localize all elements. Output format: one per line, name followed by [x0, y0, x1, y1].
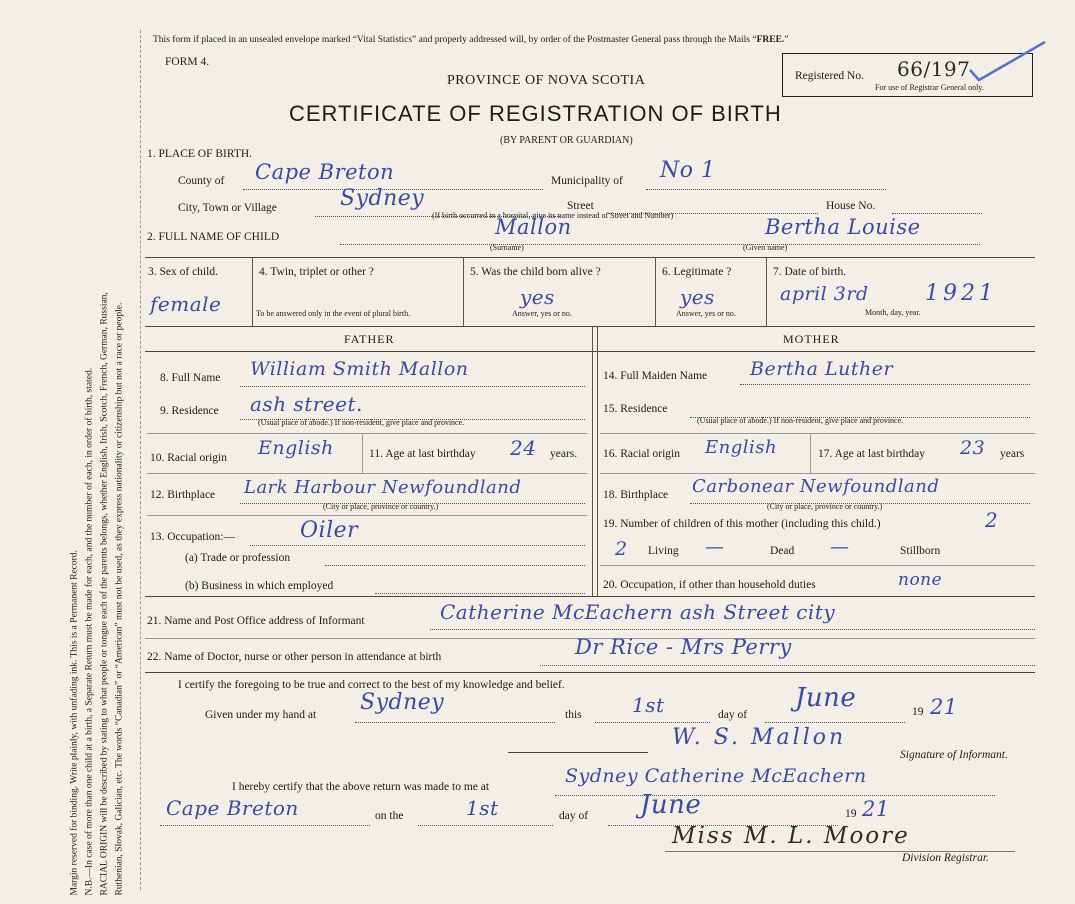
doctor-line	[540, 665, 1035, 666]
year-prefix: 19	[912, 706, 924, 718]
sex-value: female	[150, 292, 222, 316]
divider	[147, 473, 587, 474]
day-line	[595, 722, 710, 723]
province-title: PROVINCE OF NOVA SCOTIA	[447, 73, 646, 88]
signature-caption: Signature of Informant.	[900, 749, 1008, 761]
date-label: 7. Date of birth.	[773, 266, 847, 278]
father-occupation-label: 13. Occupation:—	[150, 531, 235, 543]
trade-label: (a) Trade or profession	[185, 552, 291, 564]
father-residence-label: 9. Residence	[160, 405, 219, 417]
father-birthplace: Lark Harbour Newfoundland	[244, 477, 522, 498]
registered-number: 66/197	[897, 57, 971, 81]
twin-caption: To be answered only in the event of plural birth.	[256, 309, 411, 318]
sex-label: 3. Sex of child.	[148, 266, 218, 278]
mother-residence-caption: (Usual place of abode.) If non-resident, give place and province.	[697, 416, 904, 425]
registrar-place: Sydney Catherine McEachern	[565, 765, 867, 787]
dead-label: Dead	[770, 545, 795, 557]
child-name-line	[340, 244, 980, 245]
given-day: 1st	[632, 693, 665, 717]
county-value: Cape Breton	[255, 160, 395, 184]
occupation-line	[250, 545, 585, 546]
binding-line	[140, 30, 141, 890]
mother-racial-label: 16. Racial origin	[603, 448, 680, 460]
father-age: 24	[510, 436, 537, 460]
city-label: City, Town or Village	[178, 202, 277, 214]
dead-count: —	[705, 536, 725, 558]
father-age-label: 11. Age at last birthday	[369, 448, 476, 460]
margin-notes	[68, 40, 138, 895]
business-line	[375, 593, 585, 594]
mother-age-label: 17. Age at last birthday	[818, 448, 925, 460]
registrar-day-of: day of	[559, 810, 589, 822]
municipality-value: No 1	[660, 158, 716, 183]
registrar-signature: Miss M. L. Moore	[672, 823, 910, 849]
informant-label: 21. Name and Post Office address of Informant	[147, 615, 365, 627]
doctor-value: Dr Rice - Mrs Perry	[575, 635, 792, 659]
municipality-line	[646, 189, 886, 190]
divider	[145, 257, 1035, 258]
registrar-statement: I hereby certify that the above return was made to me at	[232, 781, 490, 793]
alive-value: yes	[520, 285, 555, 309]
business-label: (b) Business in which employed	[185, 580, 334, 592]
margin-note: N.B.—In case of more than one child at a birth, a Separate Return must be made for each, and the number of each, in order of birth, stated.	[84, 367, 95, 895]
divider	[463, 257, 464, 326]
father-racial: English	[258, 437, 334, 459]
informant-signature: W. S. Mallon	[672, 725, 847, 750]
mother-heading: MOTHER	[783, 332, 840, 346]
trade-line	[325, 565, 585, 566]
mail-notice: This form if placed in an unsealed envelope marked “Vital Statistics” and properly addressed will, by order of the Postmaster General pass through the Mails “FREE.”	[153, 35, 789, 45]
divider	[145, 351, 1035, 352]
registrar-day: 1st	[466, 796, 499, 820]
living-count: 2	[615, 538, 628, 560]
mother-residence-label: 15. Residence	[603, 403, 668, 415]
house-line	[892, 213, 982, 214]
divider	[252, 257, 253, 326]
divider	[145, 596, 1035, 597]
father-birthplace-label: 12. Birthplace	[150, 489, 216, 501]
mother-racial: English	[705, 437, 778, 458]
date-value: april 3rd	[780, 283, 869, 305]
year-value: 1921	[925, 281, 997, 306]
on-the-label: on the	[375, 810, 404, 822]
divider	[766, 257, 767, 326]
mother-name-line	[740, 384, 1030, 385]
legitimate-caption: Answer, yes or no.	[676, 309, 736, 318]
divider	[362, 433, 363, 473]
legitimate-value: yes	[680, 285, 715, 309]
this-label: this	[565, 709, 582, 721]
divider	[145, 326, 1035, 327]
column-divider	[597, 326, 598, 596]
mother-birthplace-label: 18. Birthplace	[603, 489, 669, 501]
father-residence-caption: (Usual place of abode.) If non-resident, give place and province.	[258, 418, 465, 427]
registrar-county-line	[160, 825, 370, 826]
divider	[600, 565, 1035, 566]
divider	[600, 473, 1035, 474]
divider	[145, 672, 1035, 673]
county-label: County of	[178, 175, 225, 187]
municipality-label: Municipality of	[551, 175, 623, 187]
given-caption: (Given name)	[743, 243, 788, 252]
mother-occupation: none	[898, 570, 943, 590]
child-name-label: 2. FULL NAME OF CHILD	[147, 231, 280, 243]
child-surname: Mallon	[495, 215, 572, 239]
surname-caption: (Surname)	[490, 243, 524, 252]
twin-label: 4. Twin, triplet or other ?	[259, 266, 374, 278]
registrar-county: Cape Breton	[166, 796, 299, 820]
children-label: 19. Number of children of this mother (including this child.)	[603, 518, 881, 530]
child-given-name: Bertha Louise	[765, 215, 921, 239]
given-month: June	[795, 683, 857, 713]
subtitle: (BY PARENT OR GUARDIAN)	[500, 135, 633, 146]
divider	[147, 515, 587, 516]
signature-line	[508, 752, 648, 753]
margin-note: Ruthenian, Slovak, Galician, etc. The words “Canadian” or “American” must not be used, as they express nationality or citizenship but not a race or people.	[114, 302, 125, 895]
column-divider	[592, 326, 593, 596]
check-mark-icon	[965, 40, 1050, 90]
registered-label: Registered No.	[795, 70, 864, 82]
month-line	[765, 722, 905, 723]
registrar-use-note: For use of Registrar General only.	[875, 83, 984, 92]
registrar-year-prefix: 19	[845, 808, 857, 820]
place-of-birth-heading: 1. PLACE OF BIRTH.	[147, 148, 253, 160]
mother-name-label: 14. Full Maiden Name	[603, 370, 708, 382]
date-caption: Month, day, year.	[865, 308, 921, 317]
registrar-month: June	[640, 790, 702, 820]
father-heading: FATHER	[344, 332, 395, 346]
mother-age-years: years	[1000, 448, 1025, 460]
alive-caption: Answer, yes or no.	[512, 309, 572, 318]
given-year: 21	[930, 695, 958, 719]
city-value: Sydney	[340, 186, 425, 211]
given-place-line	[355, 722, 555, 723]
house-label: House No.	[826, 200, 876, 212]
given-under-label: Given under my hand at	[205, 709, 317, 721]
mother-age: 23	[960, 437, 986, 459]
informant-value: Catherine McEachern ash Street city	[440, 600, 836, 624]
mother-name: Bertha Luther	[750, 358, 894, 380]
page-title: CERTIFICATE OF REGISTRATION OF BIRTH	[289, 101, 782, 126]
father-name-line	[240, 386, 585, 387]
stillborn-count: —	[830, 536, 850, 558]
registrar-day-line	[418, 825, 553, 826]
stillborn-label: Stillborn	[900, 545, 941, 557]
registrar-year: 21	[862, 797, 890, 821]
mother-birthplace: Carbonear Newfoundland	[692, 476, 940, 497]
form-number: FORM 4.	[165, 56, 210, 68]
registrar-place-line	[555, 795, 995, 796]
father-racial-label: 10. Racial origin	[150, 452, 227, 464]
alive-label: 5. Was the child born alive ?	[470, 266, 601, 278]
mother-birthplace-caption: (City or place, province or country.)	[767, 502, 883, 511]
street-label: Street	[567, 200, 594, 212]
registrar-caption: Division Registrar.	[902, 852, 989, 864]
divider	[600, 433, 1035, 434]
father-residence: ash street.	[250, 392, 363, 416]
father-birthplace-caption: (City or place, province or country.)	[323, 502, 439, 511]
father-name-label: 8. Full Name	[160, 372, 221, 384]
legitimate-label: 6. Legitimate ?	[662, 266, 732, 278]
father-age-years: years.	[550, 448, 578, 460]
doctor-label: 22. Name of Doctor, nurse or other person in attendance at birth	[147, 651, 442, 663]
given-place: Sydney	[360, 690, 445, 715]
father-occupation: Oiler	[300, 518, 359, 543]
divider	[810, 433, 811, 473]
certification-statement: I certify the foregoing to be true and correct to the best of my knowledge and belief.	[178, 679, 565, 691]
informant-line	[430, 629, 1035, 630]
margin-note: RACIAL ORIGIN will be described by stating to what people or tongue each of the parents belongs, whether English, Irish, Scotch, French, German, Russian,	[99, 291, 110, 895]
divider	[655, 257, 656, 326]
living-label: Living	[648, 545, 679, 557]
hospital-note: (If birth occurred in a hospital, give its name instead of Street and Number)	[432, 211, 674, 220]
children-count: 2	[985, 508, 999, 532]
mother-occupation-label: 20. Occupation, if other than household duties	[603, 579, 816, 591]
father-name: William Smith Mallon	[250, 358, 469, 380]
divider	[147, 433, 587, 434]
margin-note: Margin reserved for binding. Write plainly, with unfading ink. This is a Permanent Record.	[69, 549, 80, 895]
day-of-label: day of	[718, 709, 748, 721]
